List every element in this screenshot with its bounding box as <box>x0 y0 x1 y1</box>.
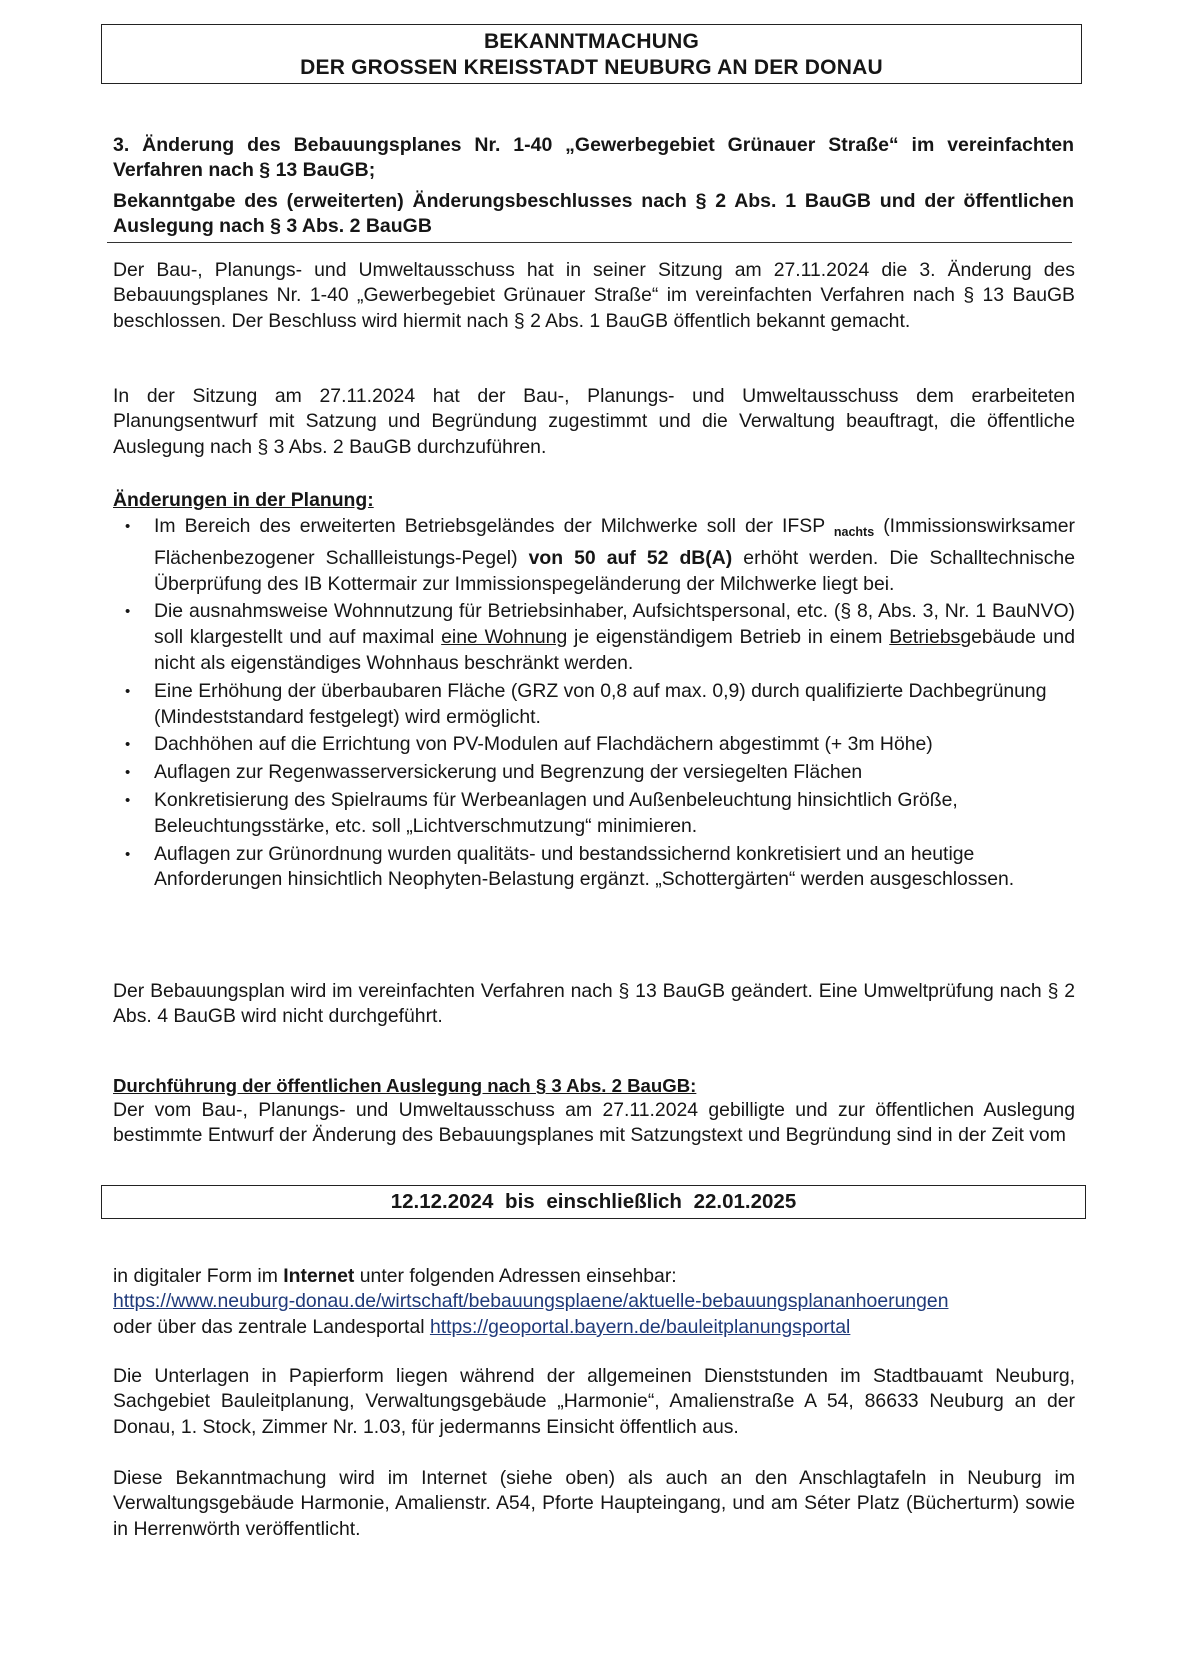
list-item <box>113 760 1075 786</box>
paragraph-internet <box>113 1264 1075 1340</box>
text: in digitaler Form im <box>113 1265 284 1287</box>
item-text: (Immissionswirksamer Flächenbezogener Schallleistungs-Pegel) <box>154 515 1075 569</box>
item-text: Auflagen zur Regenwasserversickerung und Begrenzung der versiegelten Flächen <box>154 761 863 784</box>
item-text: Dachhöhen auf die Errichtung von PV-Modulen auf Flachdächern abgestimmt (+ 3m Höhe) <box>154 733 933 756</box>
portal-line <box>113 1315 1075 1340</box>
paragraph-auslegung <box>113 1098 1075 1149</box>
internet-line <box>113 1264 1075 1289</box>
bullet-icon: • <box>125 603 131 621</box>
paragraph-publication <box>113 1466 1075 1542</box>
paragraph-approval <box>113 384 1075 460</box>
item-text: gebäude und nicht als eigenständiges Wohnhaus beschränkt werden. <box>154 626 1075 674</box>
emphasis-text: von 50 auf 52 dB(A) <box>528 546 733 569</box>
bullet-icon: • <box>125 791 131 809</box>
paragraph-procedure <box>113 979 1075 1030</box>
changes-heading: Änderungen in der Planung: <box>113 489 374 511</box>
item-text: je eigenständigem Betrieb in einem <box>567 626 890 649</box>
paragraph-text: Der vom Bau-, Planungs- und Umweltausschuss am 27.11.2024 gebilligte und zur öffentlichen Auslegung bestimmte Entwurf der Änderung des Bebauungsplanes mit Satzungstext und Begründung sind in der Zeit vom <box>113 1099 1075 1147</box>
item-text: Eine Erhöhung der überbaubaren Fläche (GRZ von 0,8 auf max. 0,9) durch qualifizierte Dachbegrünung (Mindeststandard festgelegt) wird ermöglicht. <box>154 679 1047 728</box>
bullet-icon: • <box>125 736 131 754</box>
title-line-b: Bekanntgabe des (erweiterten) Änderungsbeschlusses nach § 2 Abs. 1 BauGB und der öffentlichen Auslegung nach § 3 Abs. 2 BauGB <box>113 190 1074 237</box>
header-box <box>101 24 1082 84</box>
header-subtitle: DER GROSSEN KREISSTADT NEUBURG AN DER DONAU <box>300 56 883 79</box>
underlined-text: Betriebs <box>889 626 961 649</box>
neuburg-link[interactable]: https://www.neuburg-donau.de/wirtschaft/bebauungsplaene/aktuelle-bebauungsplananhoerungen <box>113 1290 949 1313</box>
list-item <box>113 514 1075 597</box>
changes-list <box>113 514 1075 895</box>
paragraph-decision <box>113 258 1075 334</box>
item-text: Konkretisierung des Spielraums für Werbeanlagen und Außenbeleuchtung hinsichtlich Größe, Beleuchtungsstärke, etc. soll „Lichtverschmutzung“ minimieren. <box>154 788 958 837</box>
bullet-icon: • <box>125 845 131 863</box>
bullet-icon: • <box>125 518 131 535</box>
title-divider <box>107 242 1072 243</box>
list-item <box>113 788 1075 840</box>
subscript-text: nachts <box>833 525 875 539</box>
underlined-text: eine Wohnung <box>441 626 568 649</box>
announcement-title <box>113 133 1074 238</box>
paragraph-text: Diese Bekanntmachung wird im Internet (siehe oben) als auch an den Anschlagtafeln in Neuburg im Verwaltungsgebäude Harmonie, Amalienstr. A54, Pforte Haupteingang, und am Séter Platz (Bücherturm) sowie in Herrenwörth veröffentlicht. <box>113 1467 1075 1540</box>
paragraph-text: In der Sitzung am 27.11.2024 hat der Bau-, Planungs- und Umweltausschuss dem erarbeiteten Planungsentwurf mit Satzung und Begründung zugestimmt und die Verwaltung beauftragt, die öffentliche Auslegung nach § 3 Abs. 2 BauGB durchzuführen. <box>113 385 1075 458</box>
header-title: BEKANNTMACHUNG <box>483 30 700 53</box>
paragraph-text: Der Bebauungsplan wird im vereinfachten Verfahren nach § 13 BauGB geändert. Eine Umweltprüfung nach § 2 Abs. 4 BauGB wird nicht durchgeführt. <box>113 980 1075 1028</box>
list-item <box>113 732 1075 758</box>
date-range-box: 12.12.2024 bis einschließlich 22.01.2025 <box>101 1185 1086 1219</box>
item-text: Im Bereich des erweiterten Betriebsgeländes der Milchwerke soll der IFSP <box>154 515 834 537</box>
emphasis-text: Internet <box>283 1265 355 1287</box>
paragraph-paper-copy <box>113 1364 1075 1440</box>
list-item <box>113 679 1075 731</box>
text: unter folgenden Adressen einsehbar: <box>354 1265 677 1287</box>
list-item <box>113 599 1075 676</box>
text: oder über das zentrale Landesportal <box>113 1315 430 1338</box>
paragraph-text: Der Bau-, Planungs- und Umweltausschuss hat in seiner Sitzung am 27.11.2024 die 3. Änderung des Bebauungsplanes Nr. 1-40 „Gewerbegebiet Grünauer Straße“ im vereinfachten Verfahren nach § 13 BauGB beschlossen. Der Beschluss wird hiermit nach § 2 Abs. 1 BauGB öffentlich bekannt gemacht. <box>113 259 1075 332</box>
geoportal-link[interactable]: https://geoportal.bayern.de/bauleitplanungsportal <box>429 1315 851 1338</box>
auslegung-heading: Durchführung der öffentlichen Auslegung nach § 3 Abs. 2 BauGB: <box>113 1075 697 1096</box>
list-item <box>113 842 1075 894</box>
item-text: erhöht werden. Die Schalltechnische Überprüfung des IB Kottermair zur Immissionspegeländerung der Milchwerke liegt bei. <box>154 546 1075 595</box>
paragraph-text: Die Unterlagen in Papierform liegen während der allgemeinen Dienststunden im Stadtbauamt Neuburg, Sachgebiet Bauleitplanung, Verwaltungsgebäude „Harmonie“, Amalienstraße A 54, 86633 Neuburg an der Donau, 1. Stock, Zimmer Nr. 1.03, für jedermanns Einsicht öffentlich aus. <box>113 1365 1075 1438</box>
item-text: Die ausnahmsweise Wohnnutzung für Betriebsinhaber, Aufsichtspersonal, etc. (§ 8, Abs. 3, Nr. 1 BauNVO) soll klargestellt und auf maximal <box>154 600 1075 649</box>
bullet-icon: • <box>125 764 131 782</box>
bullet-icon: • <box>125 682 131 700</box>
title-line-a: 3. Änderung des Bebauungsplanes Nr. 1-40 „Gewerbegebiet Grünauer Straße“ im vereinfachten Verfahren nach § 13 BauGB; <box>113 134 1074 181</box>
item-text: Auflagen zur Grünordnung wurden qualitäts- und bestandssichernd konkretisiert und an heutige Anforderungen hinsichtlich Neophyten-Belastung ergänzt. „Schottergärten“ werden ausgeschlossen. <box>154 842 1015 891</box>
url-line <box>113 1289 1075 1314</box>
